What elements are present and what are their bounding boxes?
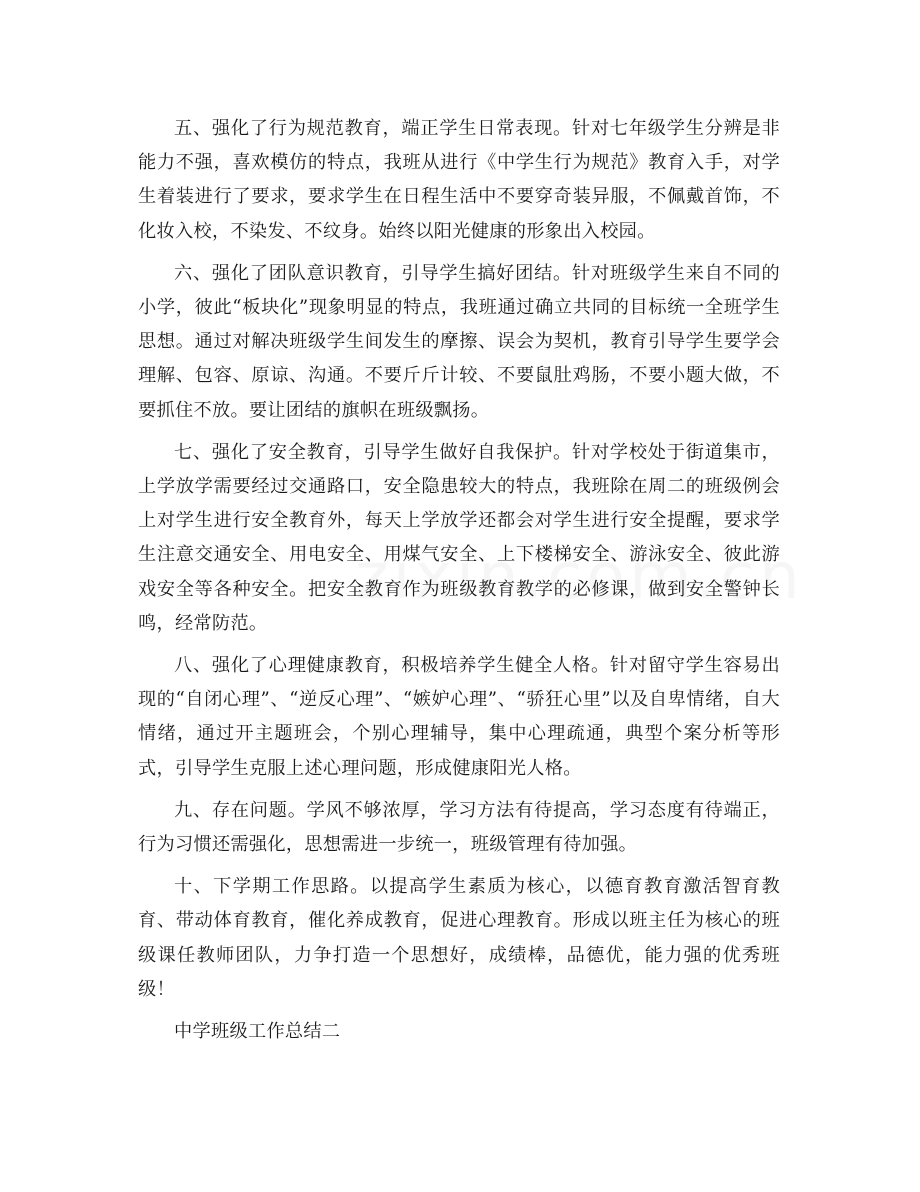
paragraph-6: 六、强化了团队意识教育，引导学生搞好团结。针对班级学生来自不同的小学，彼此“板块化”现象明显的特点，我班通过确立共同的目标统一全班学生思想。通过对解决班级学生间发生的摩擦、误会为契机，教育引导学生要学会理解、包容、原谅、沟通。不要斤斤计较、不要鼠肚鸡肠，不要小题大做，不要抓住不放。要让团结的旗帜在班级飘扬。	[138, 262, 780, 421]
paragraph-8: 八、强化了心理健康教育，积极培养学生健全人格。针对留守学生容易出现的“自闭心理”、“逆反心理”、“嫉妒心理”、“骄狂心里”以及自卑情绪，自大情绪，通过开主题班会，个别心理辅导，集中心理疏通，典型个案分析等形式，引导学生克服上述心理问题，形成健康阳光人格。	[138, 655, 780, 779]
paragraph-7: 七、强化了安全教育，引导学生做好自我保护。针对学校处于街道集市，上学放学需要经过交通路口，安全隐患较大的特点，我班除在周二的班级例会上对学生进行安全教育外，每天上学放学还都会对学生进行安全提醒，要求学生注意交通安全、用电安全、用煤气安全、上下楼梯安全、游泳安全、彼此游戏安全等各种安全。把安全教育作为班级教育教学的必修课，做到安全警钟长鸣，经常防范。	[138, 441, 780, 634]
document-body	[138, 112, 780, 1049]
section-heading: 中学班级工作总结二	[174, 1021, 341, 1043]
paragraph-10: 十、下学期工作思路。以提高学生素质为核心，以德育教育激活智育教育、带动体育教育，催化养成教育，促进心理教育。形成以班主任为核心的班级课任教师团队，力争打造一个思想好，成绩棒，品德优，能力强的优秀班级！	[138, 876, 780, 1000]
paragraph-5: 五、强化了行为规范教育，端正学生日常表现。针对七年级学生分辨是非能力不强，喜欢模仿的特点，我班从进行《中学生行为规范》教育入手，对学生着装进行了要求，要求学生在日程生活中不要穿奇装异服，不佩戴首饰，不化妆入校，不染发、不纹身。始终以阳光健康的形象出入校园。	[138, 118, 780, 242]
paragraph-9: 九、存在问题。学风不够浓厚，学习方法有待提高，学习态度有待端正，行为习惯还需强化，思想需进一步统一，班级管理有待加强。	[138, 799, 780, 856]
